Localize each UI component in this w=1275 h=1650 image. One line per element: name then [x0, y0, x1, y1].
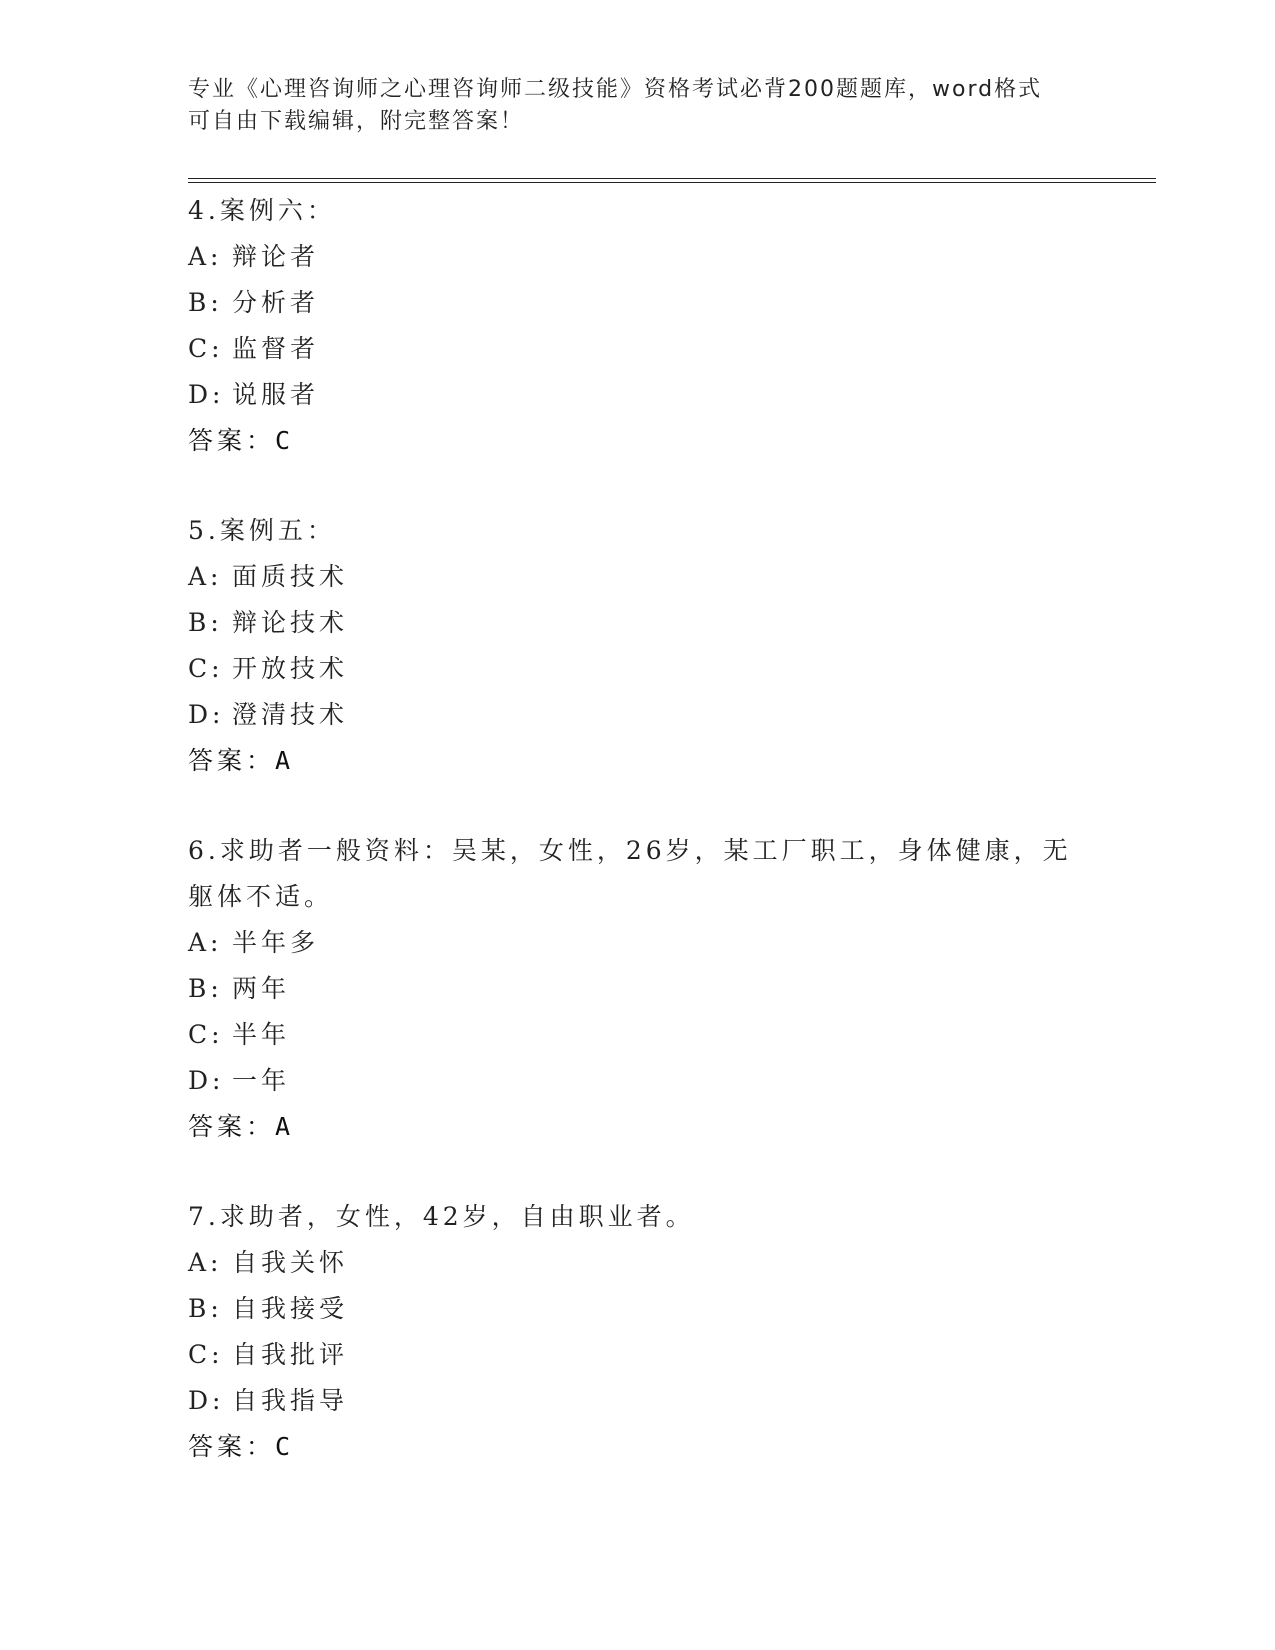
- option-letter: B:: [188, 1294, 223, 1323]
- option-letter: C:: [188, 1340, 224, 1369]
- option-c: [188, 1332, 1088, 1378]
- option-text: 自我接受: [232, 1294, 349, 1323]
- question-stem: 5.案例五：: [188, 516, 336, 545]
- option-letter: B:: [188, 974, 223, 1003]
- option-letter: D:: [188, 700, 225, 729]
- option-d: [188, 1058, 1088, 1104]
- option-letter: A:: [188, 1248, 223, 1277]
- answer-value: C: [275, 1432, 295, 1461]
- option-letter: B:: [188, 608, 223, 637]
- answer-line: [188, 1104, 1088, 1150]
- answer-label: 答案：: [188, 746, 276, 775]
- option-text: 自我批评: [232, 1340, 349, 1369]
- option-a: [188, 554, 1088, 600]
- option-c: [188, 646, 1088, 692]
- question-4: [188, 188, 1088, 464]
- answer-value: C: [275, 426, 295, 455]
- option-letter: D:: [188, 1386, 225, 1415]
- option-text: 监督者: [232, 334, 320, 363]
- option-letter: C:: [188, 1020, 224, 1049]
- question-stem: 4.案例六：: [188, 196, 336, 225]
- option-text: 一年: [232, 1066, 291, 1095]
- answer-label: 答案：: [188, 1432, 276, 1461]
- question-stem-continuation: 躯体不适。: [188, 882, 334, 911]
- question-stem: 6.求助者一般资料：吴某，女性，26岁，某工厂职工，身体健康，无: [188, 836, 1072, 865]
- question-5: [188, 508, 1088, 784]
- option-d: [188, 372, 1088, 418]
- option-d: [188, 692, 1088, 738]
- header-line-2: 可自由下载编辑，附完整答案！: [188, 109, 525, 134]
- option-letter: D:: [188, 1066, 225, 1095]
- option-text: 辩论者: [232, 242, 320, 271]
- option-b: [188, 280, 1088, 326]
- option-text: 面质技术: [232, 562, 349, 591]
- option-text: 自我指导: [232, 1386, 349, 1415]
- option-a: [188, 920, 1088, 966]
- question-7: [188, 1194, 1088, 1470]
- option-c: [188, 1012, 1088, 1058]
- option-text: 说服者: [232, 380, 320, 409]
- header-divider-top: [188, 178, 1156, 179]
- option-b: [188, 600, 1088, 646]
- option-text: 两年: [232, 974, 291, 1003]
- option-letter: A:: [188, 242, 223, 271]
- option-text: 半年: [232, 1020, 291, 1049]
- question-stem: 7.求助者，女性，42岁，自由职业者。: [188, 1202, 695, 1231]
- option-b: [188, 1286, 1088, 1332]
- answer-label: 答案：: [188, 426, 276, 455]
- option-letter: C:: [188, 654, 224, 683]
- option-b: [188, 966, 1088, 1012]
- option-c: [188, 326, 1088, 372]
- option-a: [188, 1240, 1088, 1286]
- answer-line: [188, 418, 1088, 464]
- option-text: 自我关怀: [232, 1248, 349, 1277]
- answer-label: 答案：: [188, 1112, 276, 1141]
- header-divider-bottom: [188, 182, 1156, 183]
- option-letter: A:: [188, 562, 223, 591]
- option-d: [188, 1378, 1088, 1424]
- question-6: [188, 828, 1088, 1150]
- answer-line: [188, 738, 1088, 784]
- option-text: 开放技术: [232, 654, 349, 683]
- option-text: 半年多: [232, 928, 320, 957]
- header-line-1: 专业《心理咨询师之心理咨询师二级技能》资格考试必背200题题库，word格式: [188, 77, 1043, 102]
- option-letter: D:: [188, 380, 225, 409]
- option-letter: C:: [188, 334, 224, 363]
- option-a: [188, 234, 1088, 280]
- answer-value: A: [275, 746, 295, 775]
- option-text: 澄清技术: [232, 700, 349, 729]
- document-header: [188, 74, 1088, 138]
- answer-value: A: [275, 1112, 295, 1141]
- option-letter: A:: [188, 928, 223, 957]
- option-text: 辩论技术: [232, 608, 349, 637]
- option-text: 分析者: [232, 288, 320, 317]
- option-letter: B:: [188, 288, 223, 317]
- answer-line: [188, 1424, 1088, 1470]
